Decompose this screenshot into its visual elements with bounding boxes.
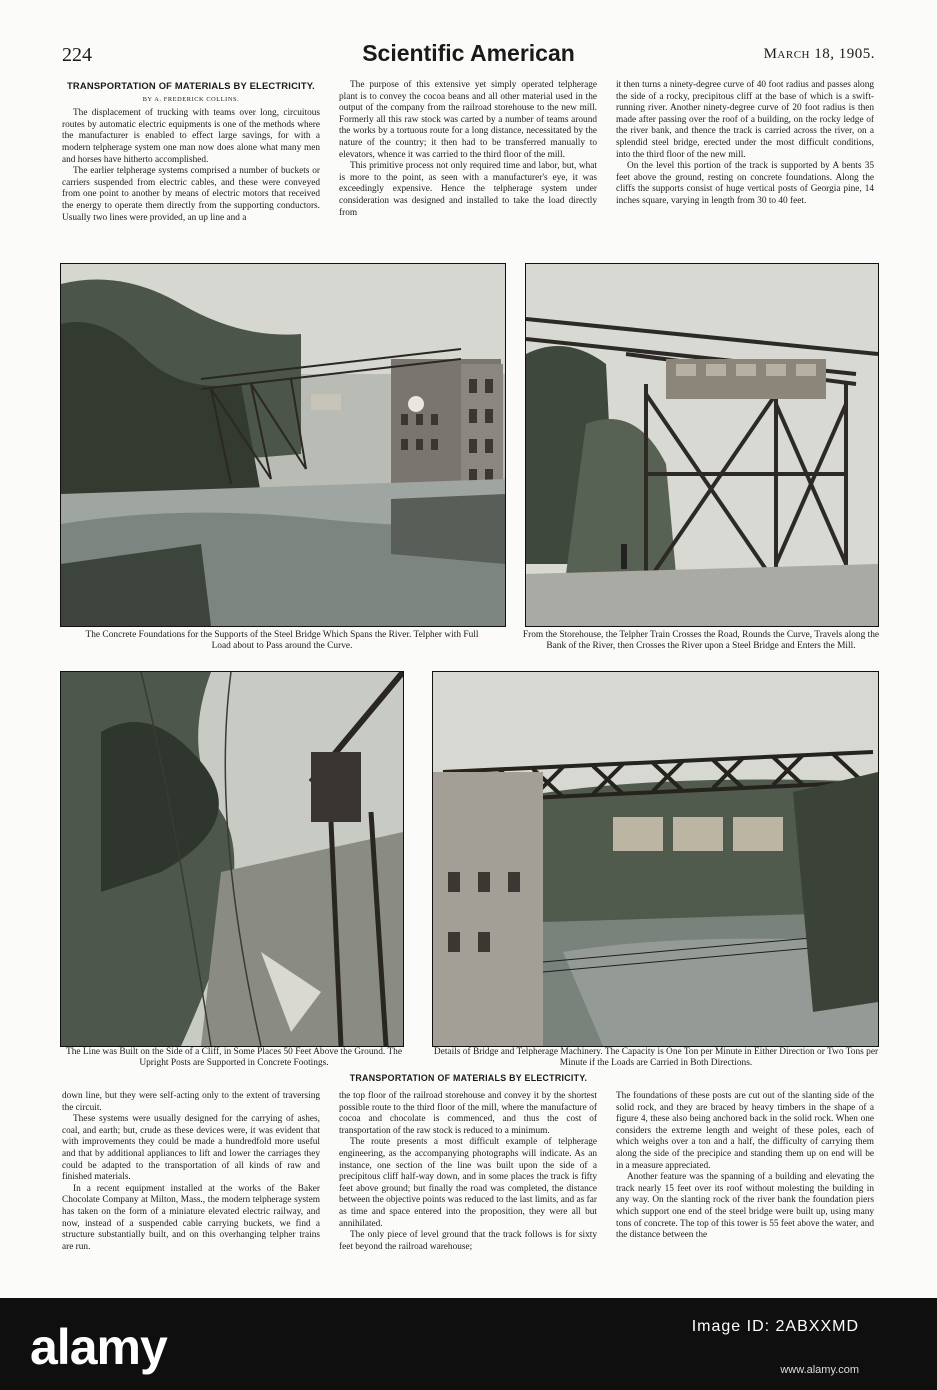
bottom-column-1 [62, 1091, 320, 1253]
paragraph: the top floor of the railroad storehouse and convey it by the shortest possible route to the third floor of the mill, where the manufacture of cocoa and chocolate is commenced, and thus the cost of transportation of the raw stock is reduced to a minimum. [339, 1091, 597, 1136]
paragraph: The earlier telpherage systems comprised a number of buckets or carriers suspended from electric cables, and these were conveyed from one point to another by means of electric motors that received the energy to operate them directly from the supporting conductors. Usually two lines were provided, an up line and a [62, 166, 320, 223]
photo-cliff-scene [61, 672, 403, 1046]
photo-trestle-scene [526, 264, 878, 626]
article-headline: TRANSPORTATION OF MATERIALS BY ELECTRICITY. [66, 80, 315, 91]
paragraph: In a recent equipment installed at the works of the Baker Chocolate Company at Milton, Mass., the modern telpherage system has taken on the form of a miniature elevated electric railway, and now, instead of a suspended cable carrying buckets, we find a structure substantially built, and on this overhanging telpher trains are run. [62, 1183, 320, 1252]
paragraph: it then turns a ninety-degree curve of 40 foot radius and passes along the side of a rocky, precipitous cliff at the base of which is a swift-running river. Another ninety-degree curve of 20 foot radius is then made after passing over the roof of a building, on the rocky ledge of the river bank, and thence the track is carried across the river, on a splendid steel bridge, erected under the most difficult conditions, into the third floor of the new mill. [616, 80, 874, 160]
paragraph: The purpose of this extensive yet simply operated telpherage plant is to convey the cocoa beans and all other material used in the output of the company from the railroad storehouse to the new mill. Formerly all this raw stock was carted by a number of teams around the works by a tortuous route for a long distance, necessitated by the nature of the country; it then had to be transferred manually to elevators, whence it was carried to the third floor of the mill. [339, 80, 597, 160]
photo-storehouse-trestle [525, 263, 879, 627]
caption-figure-4: Details of Bridge and Telpherage Machinery. The Capacity is One Ton per Minute in Either Direction or Two Tons per Minute if the Loads are Carried in Both Directions. [433, 1047, 879, 1068]
paragraph: The route presents a most difficult example of telpherage engineering, as the accompanying photographs will indicate. As an instance, one section of the line was built upon the side of a precipitous cliff half-way down, and in some places the track is fifty feet above ground; but finally the road was completed, the distance between the objective points was reduced to the last limits, and as far as time and space entered into the proposition, they were all but annihilated. [339, 1137, 597, 1229]
photo-bridge-scene [433, 672, 878, 1046]
bottom-column-2 [339, 1091, 597, 1253]
issue-date: March 18, 1905. [763, 46, 875, 62]
article-byline: BY A. FREDERICK COLLINS. [142, 95, 240, 103]
photo-cliff-line [60, 671, 404, 1047]
caption-figure-2: From the Storehouse, the Telpher Train Crosses the Road, Rounds the Curve, Travels along the Bank of the River, then Crosses the River upon a Steel Bridge and Enters the Mill. [522, 630, 880, 651]
caption-figure-1: The Concrete Foundations for the Supports of the Steel Bridge Which Spans the River. Telpher with Full Load about to Pass around the Curve. [85, 630, 479, 651]
journal-title: Scientific American [362, 40, 575, 66]
stock-footer-bar [0, 1298, 937, 1390]
photo-bridge-machinery [432, 671, 879, 1047]
image-id-value: Image ID: 2ABXXMD [691, 1318, 859, 1335]
bottom-column-3 [616, 1091, 874, 1242]
paragraph: On the level this portion of the track is supported by A bents 35 feet above the ground, resting on concrete foundations. Along the cliffs the supports consist of huge vertical posts of Georgia pine, 14 inches square, varying in length from 30 to 40 feet. [616, 161, 874, 206]
caption-figure-3: The Line was Built on the Side of a Cliff, in Some Places 50 Feet Above the Ground. The Upright Posts are Supported in Concrete Footings. [65, 1047, 403, 1068]
top-column-1 [62, 80, 320, 224]
paragraph: This primitive process not only required time and labor, but, what is more to the point, as seen with a manufacturer's eye, it was exceedingly expensive. Hence the telpherage system under consideration was designed and installed to take the load directly from [339, 161, 597, 218]
top-column-3 [616, 80, 874, 208]
paragraph: The foundations of these posts are cut out of the slanting side of the solid rock, and they are braced by heavy timbers in the shape of a figure 4, these also being anchored back in the solid rock. When one considers the extreme length and weight of these poles, each of which weighs over a ton and a half, the difficulty of carrying them along the side of the precipice and standing them up on end will be in a measure appreciated. [616, 1091, 874, 1171]
paragraph: These systems were usually designed for the carrying of ashes, coal, and earth; but, crude as these devices were, it was evident that with improvements they could be made a hundredfold more useful and that by additional appliances to lift and lower the carriages they could be adapted to the transportation of all kinds of raw and finished materials. [62, 1114, 320, 1183]
paragraph: The displacement of trucking with teams over long, circuitous routes by automatic electric equipments is one of the methods where the manufacturer is enabled to effect large savings, for with a modern telpherage system one man now does alone what many men and horses have hitherto accomplished. [62, 108, 320, 165]
alamy-logo: alamy [30, 1319, 167, 1375]
paragraph: down line, but they were self-acting only to the extent of traversing the circuit. [62, 1091, 320, 1113]
paragraph: Another feature was the spanning of a building and elevating the track nearly 15 feet over its roof without molesting the building in any way. On the slanting rock of the river bank the foundation piers which support one end of the steel bridge were built up, using many tons of concrete. The top of this tower is 55 feet above the water, and the distance between the [616, 1172, 874, 1241]
page-number: 224 [62, 44, 92, 66]
image-id [692, 1318, 859, 1336]
photo-concrete-foundations [60, 263, 506, 627]
alamy-url[interactable]: www.alamy.com [780, 1364, 859, 1376]
section-headline: TRANSPORTATION OF MATERIALS BY ELECTRICITY. [349, 1073, 588, 1083]
top-column-2 [339, 80, 597, 219]
photo-river-scene [61, 264, 505, 626]
paragraph: The only piece of level ground that the track follows is for sixty feet beyond the railroad warehouse; [339, 1230, 597, 1252]
